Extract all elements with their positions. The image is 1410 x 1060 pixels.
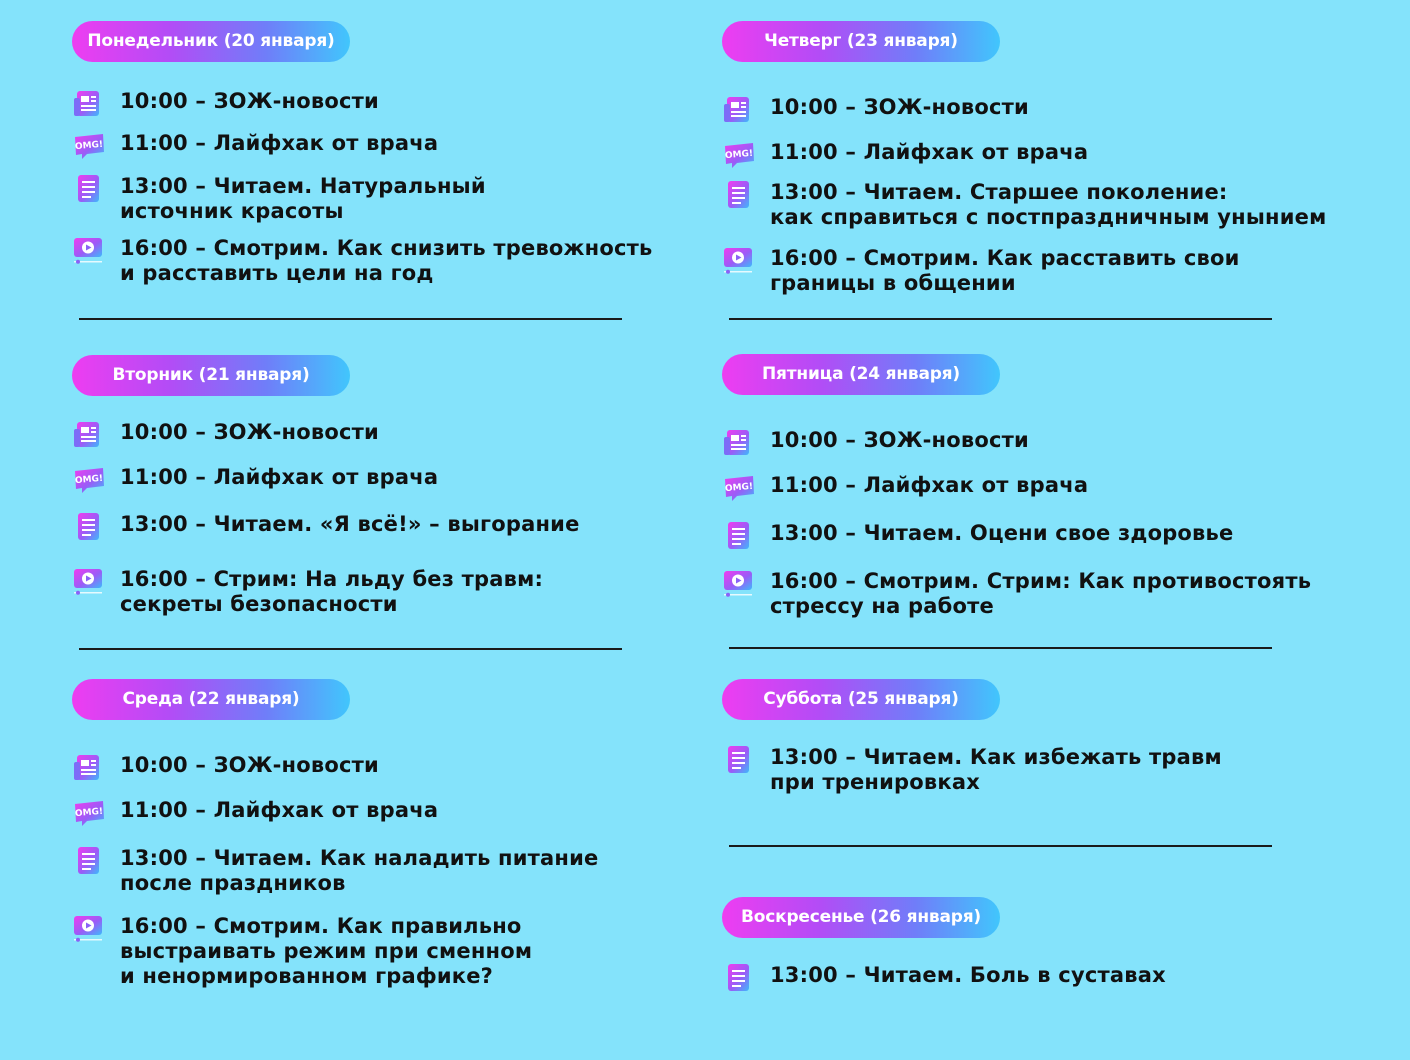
document-icon — [72, 846, 104, 876]
day-pill: Четверг (23 января) — [722, 21, 1000, 62]
schedule-line: 11:00 – Лайфхак от врача — [770, 140, 1089, 164]
schedule-text — [770, 95, 1029, 120]
divider — [79, 648, 622, 650]
schedule-line: 13:00 – Читаем. Натуральный — [120, 174, 486, 198]
schedule-text — [120, 236, 653, 286]
svg-text:OMG!: OMG! — [74, 806, 104, 820]
svg-text:OMG!: OMG! — [724, 481, 754, 495]
video-icon — [72, 567, 104, 597]
video-icon — [722, 569, 754, 599]
schedule-line: 13:00 – Читаем. Как избежать травм — [770, 745, 1222, 769]
schedule-text — [770, 521, 1233, 546]
schedule-line: 16:00 – Смотрим. Как снизить тревожность — [120, 236, 653, 260]
omg-bubble-icon — [722, 473, 754, 503]
schedule-text — [120, 567, 543, 617]
schedule-line: секреты безопасности — [120, 592, 398, 616]
schedule-line: при тренировках — [770, 770, 980, 794]
document-icon — [722, 521, 754, 551]
day-pill: Суббота (25 января) — [722, 679, 1000, 720]
svg-text:OMG!: OMG! — [74, 473, 104, 487]
schedule-line: 13:00 – Читаем. Как наладить питание — [120, 846, 599, 870]
omg-bubble-icon — [72, 798, 104, 828]
newspaper-icon — [722, 428, 754, 458]
document-icon — [72, 512, 104, 542]
day-friday — [722, 354, 1382, 634]
schedule-text — [120, 89, 379, 114]
schedule-line: выстраивать режим при сменном — [120, 939, 533, 963]
video-icon — [72, 914, 104, 944]
newspaper-icon — [72, 420, 104, 450]
schedule-line: стрессу на работе — [770, 594, 994, 618]
schedule-text — [770, 428, 1029, 453]
schedule-line: 16:00 – Стрим: На льду без травм: — [120, 567, 544, 591]
schedule-line: источник красоты — [120, 199, 344, 223]
schedule-line: 10:00 – ЗОЖ-новости — [120, 89, 379, 113]
schedule-line: 13:00 – Читаем. Боль в суставах — [770, 963, 1166, 987]
document-icon — [72, 174, 104, 204]
divider — [79, 318, 622, 320]
day-tuesday — [72, 355, 672, 635]
schedule-text — [770, 180, 1326, 230]
schedule-line: после праздников — [120, 871, 346, 895]
newspaper-icon — [72, 753, 104, 783]
schedule-line: 16:00 – Смотрим. Стрим: Как противостоять — [770, 569, 1312, 593]
newspaper-icon — [722, 95, 754, 125]
schedule-text — [120, 914, 532, 989]
schedule-text — [770, 473, 1088, 498]
day-pill: Понедельник (20 января) — [72, 21, 350, 62]
video-icon — [722, 246, 754, 276]
schedule-line: границы в общении — [770, 271, 1016, 295]
divider — [729, 318, 1272, 320]
schedule-line: 13:00 – Читаем. Оцени свое здоровье — [770, 521, 1234, 545]
schedule-line: и ненормированном графике? — [120, 964, 494, 988]
schedule-text — [120, 512, 580, 537]
day-pill: Вторник (21 января) — [72, 355, 350, 396]
document-icon — [722, 963, 754, 993]
day-pill: Пятница (24 января) — [722, 354, 1000, 395]
svg-text:OMG!: OMG! — [74, 139, 104, 153]
day-wednesday — [72, 679, 672, 1019]
schedule-text — [770, 140, 1088, 165]
schedule-text — [120, 846, 599, 896]
omg-bubble-icon — [72, 131, 104, 161]
schedule-text — [770, 246, 1240, 296]
schedule-line: 16:00 – Смотрим. Как правильно — [120, 914, 522, 938]
schedule-line: 10:00 – ЗОЖ-новости — [770, 428, 1029, 452]
newspaper-icon — [72, 89, 104, 119]
divider — [729, 647, 1272, 649]
day-pill: Воскресенье (26 января) — [722, 897, 1000, 938]
schedule-text — [770, 963, 1166, 988]
schedule-text — [120, 420, 379, 445]
day-sunday — [722, 897, 1382, 1017]
schedule-line: 16:00 – Смотрим. Как расставить свои — [770, 246, 1240, 270]
svg-text:OMG!: OMG! — [724, 148, 754, 162]
omg-bubble-icon — [72, 465, 104, 495]
day-pill: Среда (22 января) — [72, 679, 350, 720]
schedule-line: как справиться с постпраздничным унынием — [770, 205, 1327, 229]
schedule-line: и расставить цели на год — [120, 261, 434, 285]
schedule-text — [120, 753, 379, 778]
schedule-line: 13:00 – Читаем. Старшее поколение: — [770, 180, 1228, 204]
document-icon — [722, 180, 754, 210]
divider — [729, 845, 1272, 847]
schedule-text — [120, 131, 438, 156]
day-saturday — [722, 679, 1382, 819]
video-icon — [72, 236, 104, 266]
schedule-line: 11:00 – Лайфхак от врача — [120, 798, 439, 822]
day-monday — [72, 21, 672, 301]
schedule-line: 11:00 – Лайфхак от врача — [120, 131, 439, 155]
day-thursday — [722, 21, 1382, 301]
schedule-text — [770, 569, 1311, 619]
schedule-line: 10:00 – ЗОЖ-новости — [120, 753, 379, 777]
schedule-text — [120, 174, 486, 224]
omg-bubble-icon — [722, 140, 754, 170]
schedule-text — [770, 745, 1222, 795]
schedule-line: 11:00 – Лайфхак от врача — [120, 465, 439, 489]
document-icon — [722, 745, 754, 775]
schedule-line: 11:00 – Лайфхак от врача — [770, 473, 1089, 497]
schedule-line: 10:00 – ЗОЖ-новости — [770, 95, 1029, 119]
schedule-line: 10:00 – ЗОЖ-новости — [120, 420, 379, 444]
schedule-line: 13:00 – Читаем. «Я всё!» – выгорание — [120, 512, 580, 536]
schedule-text — [120, 798, 438, 823]
schedule-text — [120, 465, 438, 490]
